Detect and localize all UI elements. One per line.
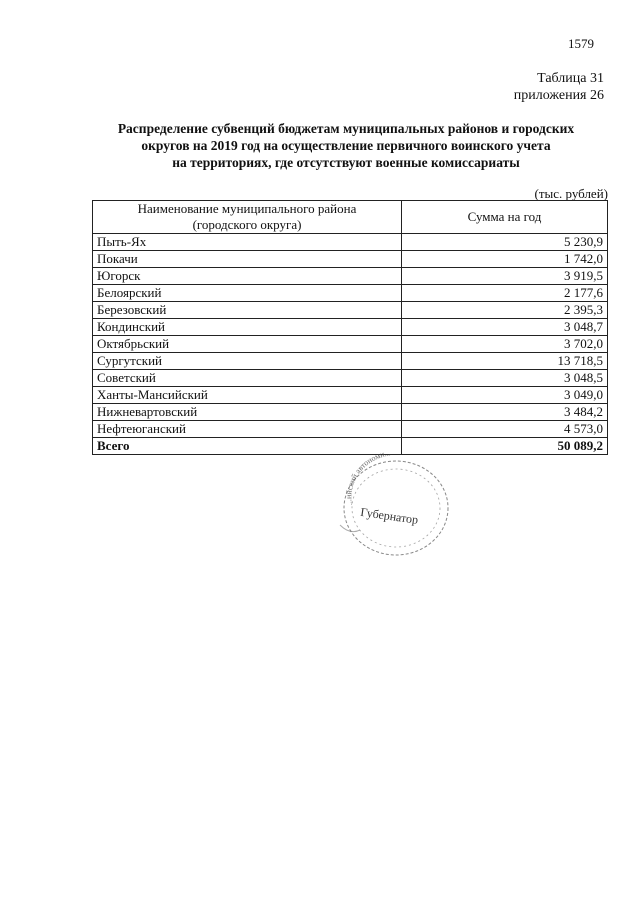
row-amount: 3 702,0 [402, 336, 608, 353]
row-amount: 3 048,5 [402, 370, 608, 387]
row-amount: 13 718,5 [402, 353, 608, 370]
header-name-line2: (городского округа) [192, 217, 302, 232]
table-reference-line1: Таблица 31 [537, 71, 604, 86]
row-name: Кондинский [93, 319, 402, 336]
row-amount: 4 573,0 [402, 421, 608, 438]
stamp-signature-text: Губернатор [359, 504, 420, 527]
row-amount: 2 395,3 [402, 302, 608, 319]
governor-stamp [330, 450, 460, 560]
document-title [90, 120, 602, 171]
row-amount: 2 177,6 [402, 285, 608, 302]
row-name: Югорск [93, 268, 402, 285]
row-amount: 1 742,0 [402, 251, 608, 268]
title-line1: Распределение субвенций бюджетам муниципальных районов и городских [117, 121, 575, 136]
row-amount: 3 919,5 [402, 268, 608, 285]
row-amount: 3 484,2 [402, 404, 608, 421]
table-row [93, 234, 608, 251]
row-name: Пыть-Ях [93, 234, 402, 251]
table-reference [514, 70, 604, 104]
table-header-row [93, 201, 608, 234]
total-label: Всего [93, 438, 402, 455]
row-amount: 3 048,7 [402, 319, 608, 336]
row-name: Советский [93, 370, 402, 387]
stamp-seal-graphic [330, 450, 460, 560]
row-name: Белоярский [93, 285, 402, 302]
row-name: Нижневартовский [93, 404, 402, 421]
row-name: Октябрьский [93, 336, 402, 353]
table-row [93, 336, 608, 353]
page-number: 1579 [568, 36, 594, 51]
row-name: Березовский [93, 302, 402, 319]
table-row [93, 370, 608, 387]
row-amount: 5 230,9 [402, 234, 608, 251]
title-line2: округов на 2019 год на осуществление первичного воинского учета [141, 138, 551, 153]
table-row [93, 387, 608, 404]
units-label: (тыс. рублей) [534, 186, 608, 201]
header-amount: Сумма на год [402, 201, 608, 234]
row-amount: 3 049,0 [402, 387, 608, 404]
table-body [93, 234, 608, 438]
table-reference-line2: приложения 26 [513, 88, 604, 103]
table-row [93, 285, 608, 302]
table-row [93, 353, 608, 370]
row-name: Ханты-Мансийский [93, 387, 402, 404]
row-name: Сургутский [93, 353, 402, 370]
total-amount: 50 089,2 [402, 438, 608, 455]
table-row [93, 319, 608, 336]
stamp-ring-text: ...ийский автономн... [344, 450, 392, 507]
title-line3: на территориях, где отсутствуют военные комиссариаты [172, 155, 520, 170]
subvention-table [92, 200, 608, 455]
header-name [93, 201, 402, 234]
table-row [93, 404, 608, 421]
header-name-line1: Наименование муниципального района [137, 201, 357, 216]
row-name: Покачи [93, 251, 402, 268]
table-row [93, 421, 608, 438]
table-row [93, 302, 608, 319]
table-row [93, 268, 608, 285]
row-name: Нефтеюганский [93, 421, 402, 438]
table-row [93, 251, 608, 268]
